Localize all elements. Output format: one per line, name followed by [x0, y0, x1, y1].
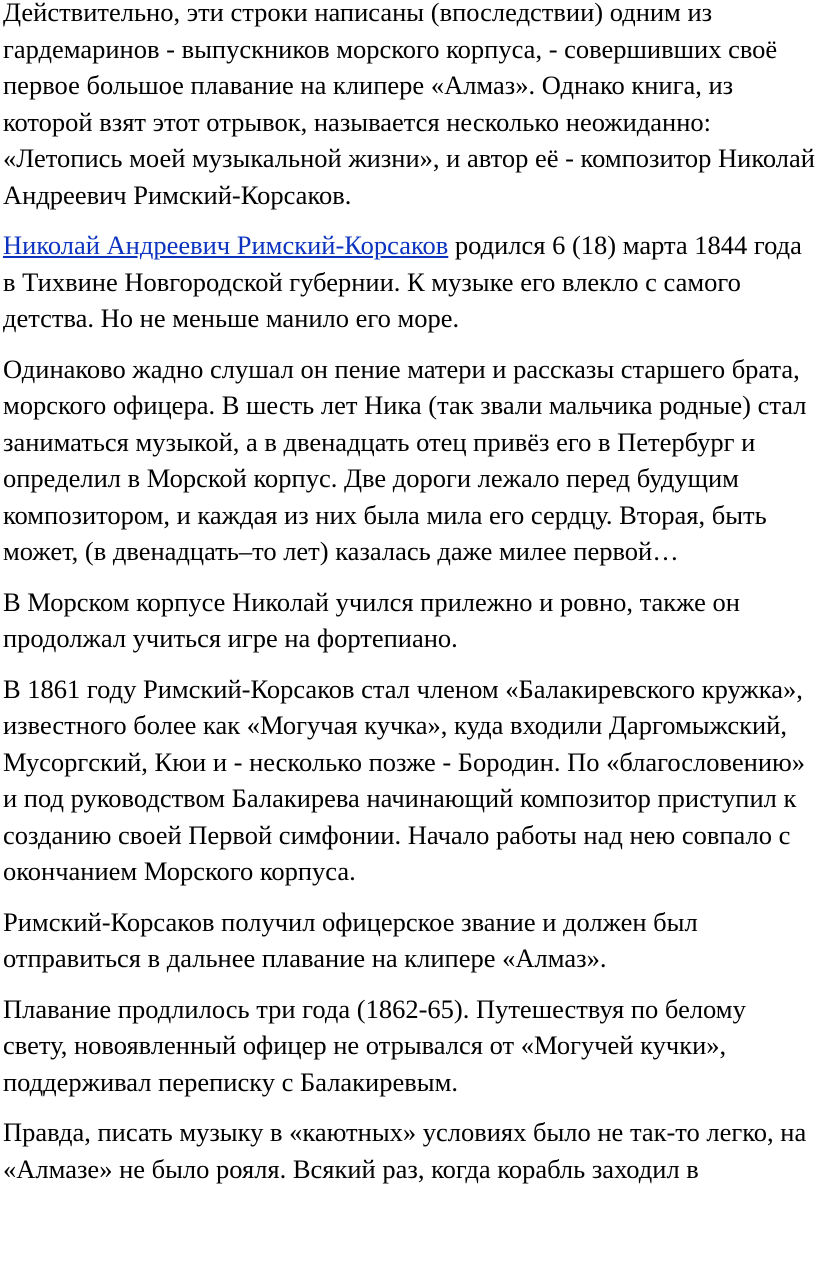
paragraph-childhood: Одинаково жадно слушал он пение матери и рассказы старшего брата, морского офицера. В шесть лет Ника (так звали мальчика родные) стал заниматься музыкой, а в двенадцать отец привёз его в Петербург и определил в Морской корпус. Две дороги лежало перед будущим композитором, и каждая из них была мила его сердцу. Вторая, быть может, (в двенадцать–то лет) казалась даже милее первой… [3, 353, 807, 566]
paragraph-officer: Римский-Корсаков получил офицерское звание и должен был отправиться в дальнее плавание на клипере «Алмаз». [3, 906, 698, 973]
paragraph-birth [3, 227, 816, 337]
paragraph-voyage: Плавание продлилось три года (1862-65). Путешествуя по белому свету, новоявленный офицер не отрывался от «Могучей кучки», поддерживал переписку с Балакиревым. [3, 993, 746, 1097]
paragraph-mighty-handful: В 1861 году Римский-Корсаков стал членом «Балакиревского кружка», известного более как «Могучая кучка», куда входили Даргомыжский, Мусоргский, Кюи и - несколько позже - Бородин. По «благословению» и под руководством Балакирева начинающий композитор приступил к созданию своей Первой симфонии. Начало работы над нею совпало с окончанием Морского корпуса. [3, 673, 806, 886]
paragraph-intro: Действительно, эти строки написаны (впоследствии) одним из гардемаринов - выпускников морского корпуса, - совершивших своё первое большое плавание на клипере «Алмаз». Однако книга, из которой взят этот отрывок, называется несколько неожиданно: «Летопись моей музыкальной жизни», и автор её - композитор Николай Андреевич Римский-Корсаков. [3, 0, 815, 210]
paragraph-naval-corps: В Морском корпусе Николай учился прилежно и ровно, также он продолжал учиться игре на фортепиано. [3, 586, 740, 653]
composer-name-link[interactable]: Николай Андреевич Римский-Корсаков [3, 230, 449, 260]
paragraph-cabin-music: Правда, писать музыку в «каютных» условиях было не так-то легко, на «Алмазе» не было рояля. Всякий раз, когда корабль заходил в [3, 1117, 807, 1184]
paragraph-birth-text: родился 6 (18) марта 1844 года в Тихвине Новгородской губернии. К музыке его влекло с самого детства. Но не меньше манило его море. [3, 230, 802, 333]
